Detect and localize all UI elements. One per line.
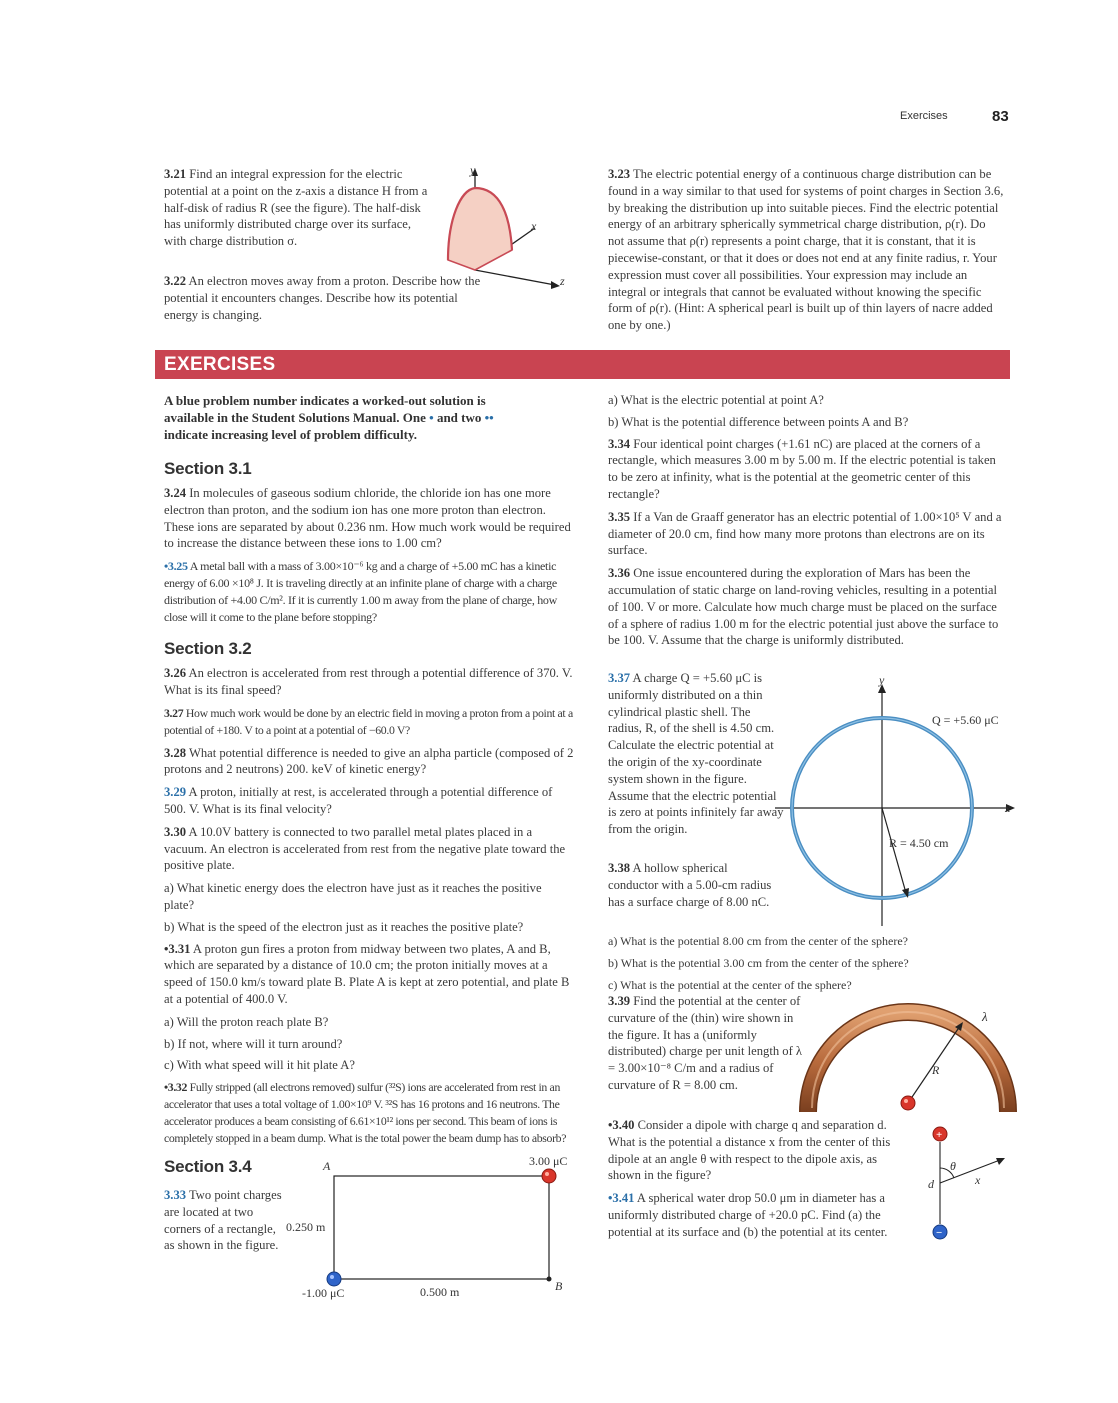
problem-3-26 [164, 665, 574, 699]
intro-line: and two [433, 410, 485, 425]
problem-number: 3.33 [164, 1188, 187, 1202]
axis-label-x: x [531, 219, 537, 233]
problem-3-33 [164, 1187, 282, 1260]
problem-number: 3.21 [164, 167, 187, 181]
problem-text: Find an integral expression for the electric potential at a point on the z-axis a distance H from a half-disk of radius R (see the figure). The half-disk has uniformly distributed charge over its surface, with charge distribution σ. [164, 167, 428, 249]
theta-label: θ [950, 1159, 956, 1173]
problem-number: •3.32 [164, 1080, 188, 1095]
lambda-label: λ [982, 1009, 988, 1024]
problem-3-30 [164, 824, 574, 874]
problem-text: In molecules of gaseous sodium chloride, the chloride ion has one more electron than proton, and the sodium ion has one more proton than electron. These ions are separated by about 0.236 nm. How much work would be required to increase the distance between these ions to 1.00 cm? [164, 486, 571, 551]
problem-text: One issue encountered during the exploration of Mars has been the accumulation of static charge on land-roving vehicles, resulting in a potential of 100. V or more. Calculate how much charge must be placed on the surface of a sphere of radius 1.00 m for the electric potential just above the surface to be 100. V. Assume that the charge is uniformly distributed. [608, 566, 999, 648]
problem-text: Consider a dipole with charge q and separation d. What is the potential a distance x from the center of this dipole at an angle θ with respect to the dipole axis, as shown in the figure? [608, 1118, 891, 1183]
problem-text: How much work would be done by an electric field in moving a proton from a point at a potential of +180. V to a point at a potential of −60.0 V? [164, 705, 573, 737]
problem-3-38-parts [608, 933, 1008, 998]
problem-3-37 [608, 670, 786, 844]
problem-text: A metal ball with a mass of 3.00×10⁻⁶ kg and a charge of +5.00 mC has a kinetic energy of 6.00 ×10⁸ J. It is traveling directly at an infinite plane of charge with a charge distribution of +4.00 C/m². If it is currently 1.00 m away from the plane of charge, how close will it come to the plane before stopping? [164, 559, 557, 624]
problem-3-31-part-b: b) If not, where will it turn around? [164, 1036, 343, 1051]
problem-number: •3.41 [608, 1191, 635, 1205]
problem-text: A 10.0V battery is connected to two parallel metal plates placed in a vacuum. An electron is accelerated from rest from the negative plate toward the positive plate. [164, 824, 566, 873]
problem-text: An electron is accelerated from rest through a potential difference of 370. V. What is its final speed? [164, 666, 573, 698]
problem-number: 3.23 [608, 167, 631, 181]
problem-text: A proton gun fires a proton from midway between two plates, A and B, which are separated by a distance of 10.0 cm; the proton initially moves at a speed of 150.0 km/s toward plate B. Plate A is kept at zero potential, and plate B at a potential of 400.0 V. [164, 941, 570, 1006]
problem-3-31 [164, 941, 574, 1008]
problem-3-25 [164, 558, 574, 625]
problem-number: 3.26 [164, 666, 187, 681]
corner-label-b: B [555, 1279, 563, 1293]
radius-label: R = 4.50 cm [889, 836, 949, 850]
axis-label-x: x [1005, 801, 1011, 815]
problem-3-38-part-b: b) What is the potential 3.00 cm from the center of the sphere? [608, 955, 909, 970]
problem-3-23 [608, 166, 1004, 340]
rectangle-charges-figure [280, 1150, 590, 1310]
axis-label-z: z [560, 274, 565, 288]
problem-number: •3.40 [608, 1118, 635, 1132]
left-column [164, 392, 574, 1152]
problem-3-36 [608, 565, 1008, 649]
problem-3-30-part-a: a) What kinetic energy does the electron have just as it reaches the positive plate? [164, 881, 542, 912]
problem-number: 3.34 [608, 436, 631, 451]
problem-3-29 [164, 784, 574, 818]
problem-3-41 [608, 1190, 918, 1246]
problem-number: 3.22 [164, 274, 187, 288]
exercises-banner [155, 350, 1010, 379]
section-heading: Section 3.2 [164, 639, 252, 659]
problem-text: A spherical water drop 50.0 μm in diameter has a uniformly distributed charge of +20.0 pC. Find (a) the potential at its surface and (b) the potential at its center. [608, 1191, 888, 1239]
problem-text: A charge Q = +5.60 μC is uniformly distributed on a thin cylindrical plastic shell. The radius, R, of the shell is 4.50 cm. Calculate the electric potential at the origin of the xy-coordinate system shown in the figure. Assume that the electric potential is zero at points infinitely far away from the origin. [608, 671, 784, 837]
intro-line: A blue problem number indicates a worked-out solution is [164, 393, 486, 408]
intro-line: indicate increasing level of problem difficulty. [164, 427, 418, 442]
intro-line: available in the Student Solutions Manual. One [164, 410, 430, 425]
negative-charge-label: -1.00 μC [302, 1286, 345, 1300]
problem-3-27 [164, 705, 574, 739]
problem-3-33-part-a: a) What is the electric potential at point A? [608, 393, 824, 407]
problem-3-31-part-a: a) Will the proton reach plate B? [164, 1014, 329, 1029]
problem-text: If a Van de Graaff generator has an electric potential of 1.00×10⁵ V and a diameter of 20.0 cm, find how many more protons than electrons are on its surface. [608, 509, 1002, 558]
problem-number: 3.37 [608, 671, 631, 685]
page-number: 83 [992, 108, 1009, 125]
problem-3-24 [164, 485, 574, 552]
problem-text: The electric potential energy of a continuous charge distribution can be found in a way similar to that used for systems of point charges in Section 3.6, by breaking the distribution up into suitable pieces. Find the electric potential energy of an arbitrary spherically symmetrical charge distribution, ρ(r). Do not assume that ρ(r) represents a point charge, that it is constant, that it is piecewise-constant, or that it does or does not end at any finite radius, r. Your expression must cover all possibilities. Your expression may include an integral or integrals that cannot be evaluated without knowing the specific form of ρ(r). (Hint: A spherical pearl is built up of thin layers of nacre added one by one.) [608, 167, 1004, 333]
problem-3-21 [164, 166, 432, 256]
problem-number: 3.30 [164, 824, 187, 839]
right-column [608, 392, 1008, 655]
dipole-figure [922, 1120, 1012, 1245]
problem-number: 3.27 [164, 705, 184, 720]
problem-text: Four identical point charges (+1.61 nC) are placed at the corners of a rectangle, which measures 3.00 m by 5.00 m. If the electric potential is taken to be zero at infinity, what is the potential at the geometric center of this rectangle? [608, 436, 996, 501]
problem-text: A hollow spherical conductor with a 5.00-cm radius has a surface charge of 8.00 nC. [608, 861, 772, 909]
plus-sign: + [936, 1129, 943, 1141]
banner-title: EXERCISES [164, 354, 276, 375]
charge-q-label: Q = +5.60 μC [932, 713, 999, 727]
width-label: 0.500 m [420, 1285, 460, 1299]
problem-number: •3.31 [164, 941, 191, 956]
half-disk-figure [430, 160, 575, 300]
problem-3-38 [608, 860, 778, 916]
problem-number: •3.25 [164, 559, 188, 574]
problem-3-28 [164, 745, 574, 779]
height-label: 0.250 m [286, 1220, 326, 1234]
positive-charge-label: 3.00 μC [529, 1154, 568, 1168]
distance-label: x [975, 1173, 981, 1187]
ring-figure [775, 668, 1020, 930]
problem-text: Fully stripped (all electrons removed) sulfur (³²S) ions are accelerated from rest in an accelerator that uses a total voltage of 1.00×10⁹ V. ³²S has 16 protons and 16 neutrons. The accelerator produces a beam consisting of 6.61×10¹² ions per second. This beam of ions is completely stopped in a beam dump. What is the total power the beam dump has to absorb? [164, 1080, 567, 1145]
problem-3-38-part-c: c) What is the potential at the center of the sphere? [608, 977, 852, 992]
minus-sign: − [936, 1227, 943, 1239]
problem-text: An electron moves away from a proton. Describe how the potential it encounters changes. Describe how its potential energy is changing. [164, 274, 481, 322]
section-heading: Section 3.1 [164, 459, 252, 478]
problem-3-35 [608, 509, 1008, 559]
problem-number: 3.28 [164, 745, 187, 760]
problem-3-31-part-c: c) With what speed will it hit plate A? [164, 1058, 355, 1073]
section-heading: Section 3.4 [164, 1157, 252, 1176]
problem-3-32 [164, 1079, 574, 1146]
radius-label: R [932, 1063, 940, 1077]
problem-text: Two point charges are located at two corners of a rectangle, as shown in the figure. [164, 1188, 282, 1253]
problem-3-38-part-a: a) What is the potential 8.00 cm from the center of the sphere? [608, 934, 908, 948]
problem-number: 3.24 [164, 486, 187, 500]
problem-text: What potential difference is needed to give an alpha particle (composed of 2 protons and 2 neutrons) 200. keV of kinetic energy? [164, 745, 574, 777]
arc-wire-figure [790, 1000, 1020, 1112]
problem-number: 3.39 [608, 994, 631, 1008]
separation-label: d [928, 1177, 934, 1191]
problem-number: 3.35 [608, 509, 631, 524]
difficulty-dot-two: •• [484, 410, 494, 425]
corner-label-a: A [323, 1159, 331, 1173]
difficulty-dot-one: • [429, 410, 434, 425]
problem-number: 3.38 [608, 861, 631, 875]
problem-number: 3.36 [608, 566, 631, 581]
problem-text: Find the potential at the center of curvature of the (thin) wire shown in the figure. It has a (uniformly distributed) charge per unit length of λ = 3.00×10⁻⁸ C/m and a radius of curvature of R = 8.00 cm. [608, 994, 803, 1092]
problem-number: 3.29 [164, 785, 187, 800]
running-header-label: Exercises [900, 110, 948, 122]
axis-label-y: y [470, 163, 476, 177]
problem-3-34 [608, 436, 1008, 503]
problem-3-39 [608, 993, 804, 1100]
intro-note [164, 392, 574, 443]
axis-label-y: y [879, 673, 885, 687]
problem-text: A proton, initially at rest, is accelerated through a potential difference of 500. V. What is its final velocity? [164, 785, 553, 816]
problem-3-33-part-b: b) What is the potential difference between points A and B? [608, 414, 909, 429]
problem-3-30-part-b: b) What is the speed of the electron just as it reaches the positive plate? [164, 919, 524, 934]
problem-3-40 [608, 1117, 913, 1190]
